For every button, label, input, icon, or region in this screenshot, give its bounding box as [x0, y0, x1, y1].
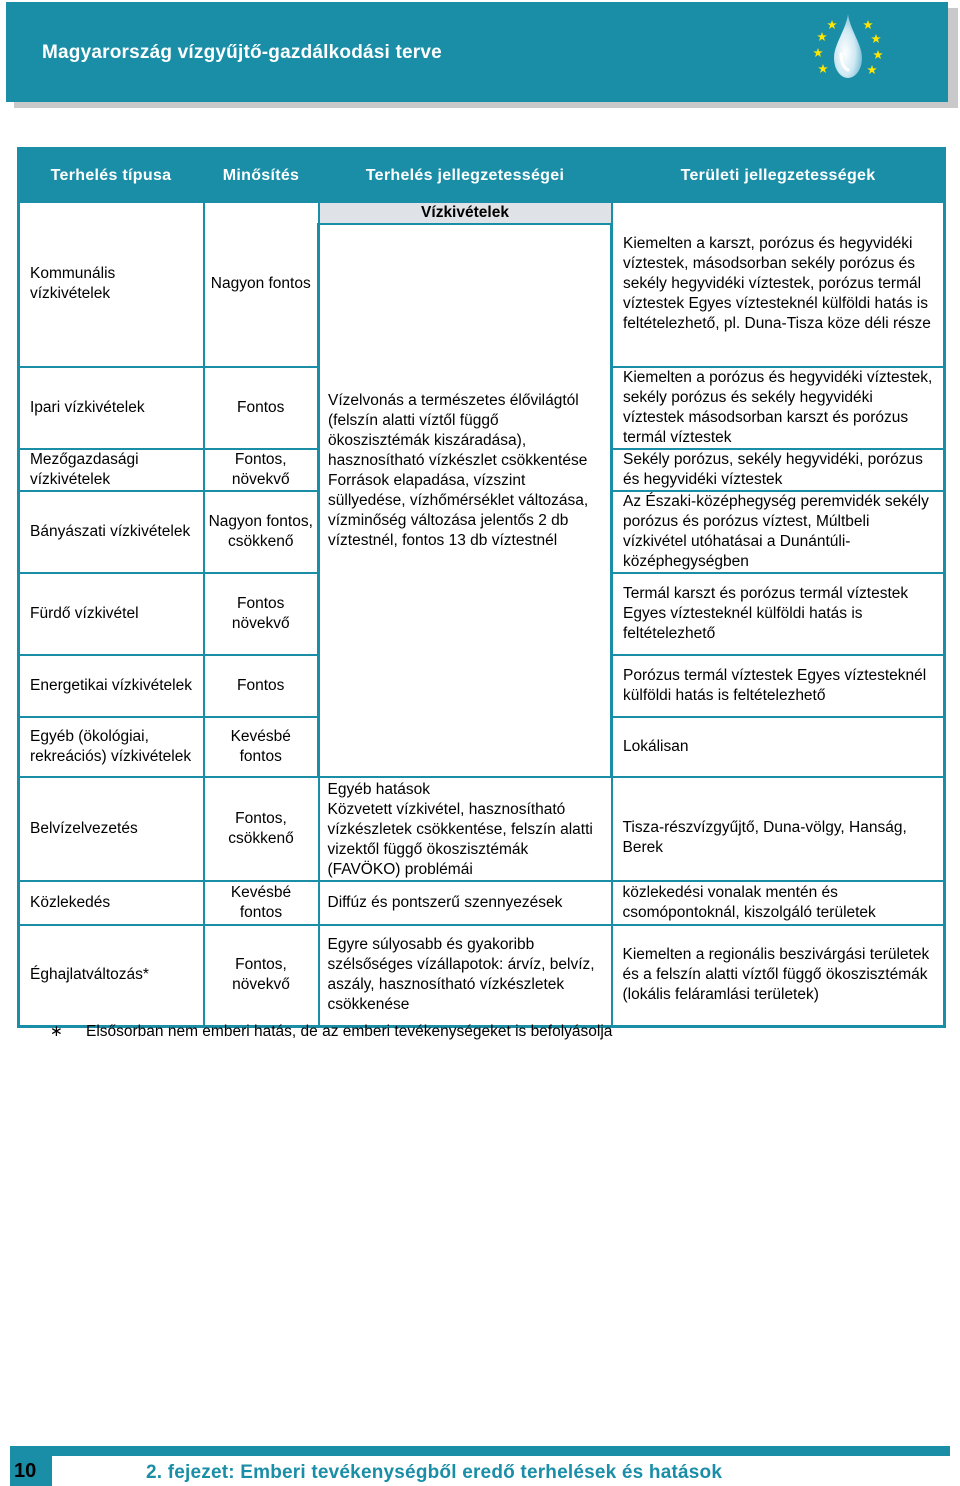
row-area: Kiemelten a regionális beszivárgási területek és a felszín alatti víztől függő ökoszisztémák (lokális feláramlási területek) [612, 925, 945, 1027]
row-type: Mezőgazdasági vízkivételek [19, 449, 204, 491]
row-area: Lokálisan [612, 717, 945, 777]
table-row [19, 202, 945, 225]
row-type: Belvízelvezetés [19, 777, 204, 881]
row-area: Tisza-részvízgyűjtő, Duna-völgy, Hanság, Berek [612, 777, 945, 881]
footer-bar [10, 1446, 950, 1456]
row-feature: Diffúz és pontszerű szennyezések [319, 881, 612, 925]
row-feature [319, 777, 612, 881]
row-area: Az Északi-középhegység peremvidék sekély porózus és porózus víztest, Múltbeli vízkivétel utóhatásai a Dunántúli-középhegységben [612, 491, 945, 573]
row-rating: Fontos [204, 655, 319, 717]
table-row [19, 881, 945, 925]
row-area: Kiemelten a karszt, porózus és hegyvidéki víztestek, másodsorban sekély porózus és sekély hegyvidéki víztestek, porózus termál víztestek Egyes víztesteknél külföldi hatás is feltételezhető, pl. Duna-Tisza köze déli része [612, 202, 945, 367]
eu-stars-water-drop-icon [806, 8, 886, 88]
row-area: Sekély porózus, sekély hegyvidéki, porózus és hegyvidéki víztestek [612, 449, 945, 491]
row-area: Termál karszt és porózus termál víztestek Egyes víztesteknél külföldi hatás is feltételezhető [612, 573, 945, 655]
row-area: Kiemelten a porózus és hegyvidéki víztestek, sekély porózus és sekély hegyvidéki víztestek másodsorban karszt és porózus termál víztestek [612, 367, 945, 449]
column-header-rating: Minősítés [204, 149, 319, 202]
footnote [50, 1022, 612, 1041]
row-type: Fürdő vízkivétel [19, 573, 204, 655]
column-header-type: Terhelés típusa [19, 149, 204, 202]
row-type: Energetikai vízkivételek [19, 655, 204, 717]
pressure-table [17, 147, 943, 1028]
footnote-marker: ∗ [50, 1023, 63, 1040]
row-type: Kommunális vízkivételek [19, 202, 204, 367]
row-rating: Fontos [204, 367, 319, 449]
row-rating: Nagyon fontos, csökkenő [204, 491, 319, 573]
row-rating: Nagyon fontos [204, 202, 319, 367]
page-number: 10 [14, 1460, 37, 1482]
section-heading-other: Egyéb hatások [327, 780, 431, 798]
row-rating: Fontos növekvő [204, 573, 319, 655]
row-type: Ipari vízkivételek [19, 367, 204, 449]
table-header-row [19, 149, 945, 202]
row-type: Közlekedés [19, 881, 204, 925]
table-row [19, 925, 945, 1027]
table-row [19, 777, 945, 881]
row-rating: Kevésbé fontos [204, 717, 319, 777]
document-title: Magyarország vízgyűjtő-gazdálkodási terve [42, 42, 442, 63]
row-type: Éghajlatváltozás* [19, 925, 204, 1027]
row-rating: Fontos, csökkenő [204, 777, 319, 881]
footnote-text: Elsősorban nem emberi hatás, de az emberi tevékenységeket is befolyásolja [86, 1023, 613, 1040]
row-rating: Fontos, növekvő [204, 925, 319, 1027]
section-heading-withdrawals: Vízkivételek [319, 202, 612, 225]
row-type: Bányászati vízkivételek [19, 491, 204, 573]
row-feature: Egyre súlyosabb és gyakoribb szélsőséges vízállapotok: árvíz, belvíz, aszály, hasznosítható vízkészletek csökkenése [319, 925, 612, 1027]
column-header-area: Területi jellegzetességek [612, 149, 945, 202]
row-area: Porózus termál víztestek Egyes víztesteknél külföldi hatás is feltételezhető [612, 655, 945, 717]
column-header-features: Terhelés jellegzetességei [319, 149, 612, 202]
chapter-title: 2. fejezet: Emberi tevékenységből eredő terhelések és hatások [146, 1462, 723, 1483]
row-rating: Kevésbé fontos [204, 881, 319, 925]
row-type: Egyéb (ökológiai, rekreációs) vízkivételek [19, 717, 204, 777]
row-feature-text: Közvetett vízkivétel, hasznosítható vízkészletek csökkentése, felszín alatti vizektől függő ökoszisztémák (FAVÖKO) problémái [327, 800, 593, 878]
withdrawal-features: Vízelvonás a természetes élővilágtól (felszín alatti víztől függő ökoszisztémák kiszáradása), hasznosítható vízkészlet csökkentése Források elapadása, vízszint süllyedése, vízhőmérséklet változása, vízminőség változása jelentős 2 db víztestnél, fontos 13 db víztestnél [319, 224, 612, 777]
row-area: közlekedési vonalak mentén és csomópontoknál, kiszolgáló területek [612, 881, 945, 925]
row-rating: Fontos, növekvő [204, 449, 319, 491]
